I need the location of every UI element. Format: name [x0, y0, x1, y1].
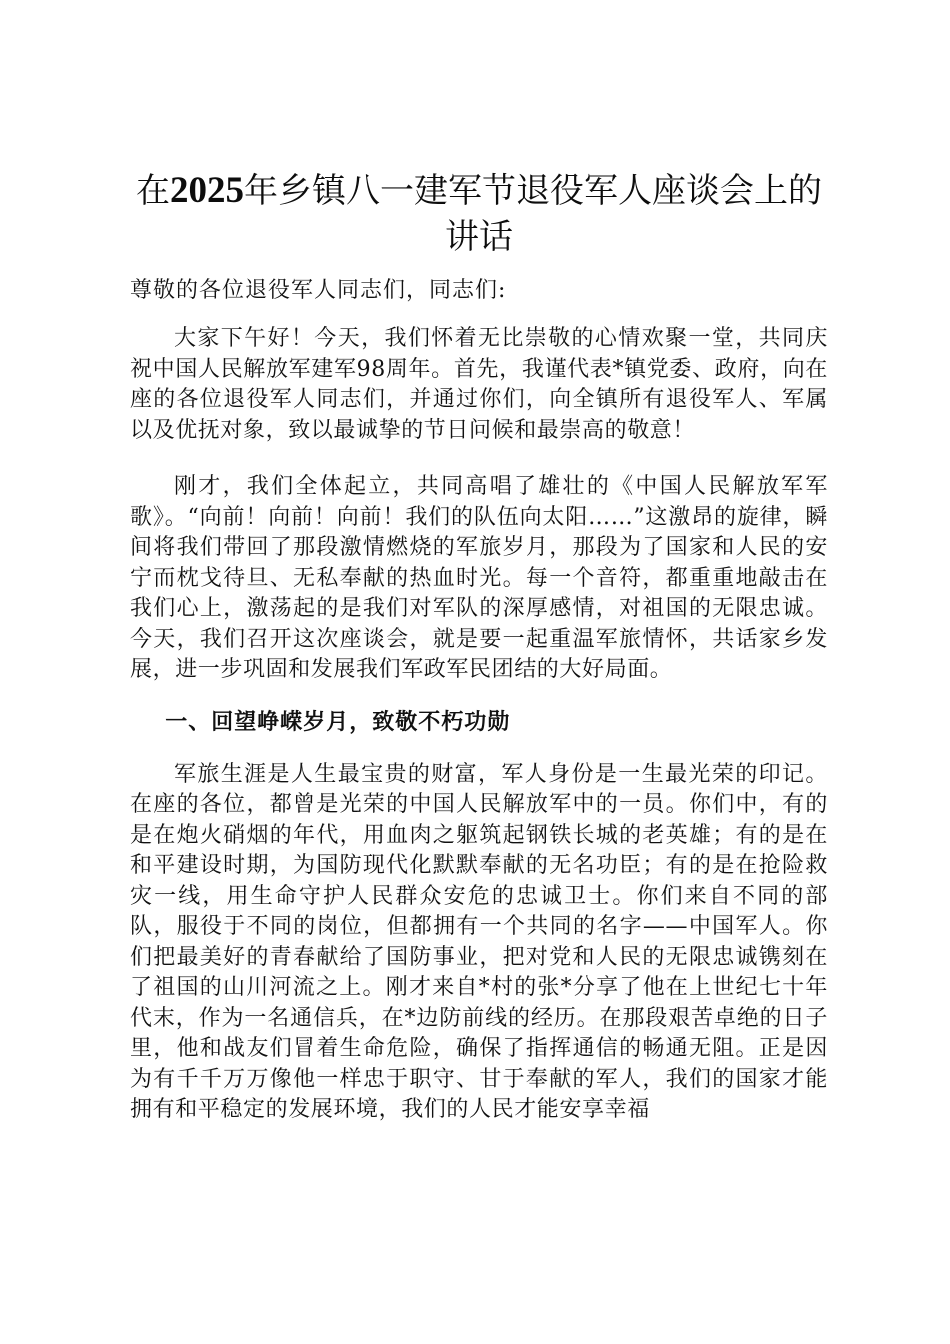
- section-paragraph: 军旅生涯是人生最宝贵的财富，军人身份是一生最光荣的印记。在座的各位，都曾是光荣的中国人民解放军中的一员。你们中，有的是在炮火硝烟的年代，用血肉之躯筑起钢铁长城的老英雄；有的是在和平建设时期，为国防现代化默默奉献的无名功臣；有的是在抢险救灾一线，用生命守护人民群众安危的忠诚卫士。你们来自不同的部队，服役于不同的岗位，但都拥有一个共同的名字——中国军人。你们把最美好的青春献给了国防事业，把对党和人民的无限忠诚镌刻在了祖国的山川河流之上。刚才来自*村的张*分享了他在上世纪七十年代末，作为一名通信兵，在*边防前线的经历。在那段艰苦卓绝的日子里，他和战友们冒着生命危险，确保了指挥通信的畅通无阻。正是因为有千千万万像他一样忠于职守、甘于奉献的军人，我们的国家才能拥有和平稳定的发展环境，我们的人民才能安享幸福: [130, 761, 828, 1122]
- anthem-paragraph: 刚才，我们全体起立，共同高唱了雄壮的《中国人民解放军军歌》。“向前！向前！向前！我们的队伍向太阳……”这激昂的旋律，瞬间将我们带回了那段激情燃烧的军旅岁月，那段为了国家和人民的安宁而枕戈待旦、无私奉献的热血时光。每一个音符，都重重地敲击在我们心上，激荡起的是我们对军队的深厚感情，对祖国的无限忠诚。今天，我们召开这次座谈会，就是要一起重温军旅情怀，共话家乡发展，进一步巩固和发展我们军政军民团结的大好局面。: [130, 474, 828, 682]
- section-heading: 一、回望峥嵘岁月，致敬不朽功勋: [165, 709, 511, 735]
- title-rest: 年乡镇八一建军节退役军人座谈会上的讲话: [244, 171, 822, 257]
- document-title: [130, 168, 828, 260]
- title-year: 2025: [170, 170, 244, 211]
- title-prefix: 在: [136, 171, 170, 211]
- document-body: [130, 168, 828, 1126]
- salutation: 尊敬的各位退役军人同志们，同志们:: [130, 278, 507, 303]
- opening-paragraph: 大家下午好！今天，我们怀着无比崇敬的心情欢聚一堂，共同庆祝中国人民解放军建军98周年。首先，我谨代表*镇党委、政府，向在座的各位退役军人同志们，并通过你们，向全镇所有退役军人、军属以及优抚对象，致以最诚挚的节日问候和最崇高的敬意！: [130, 326, 828, 443]
